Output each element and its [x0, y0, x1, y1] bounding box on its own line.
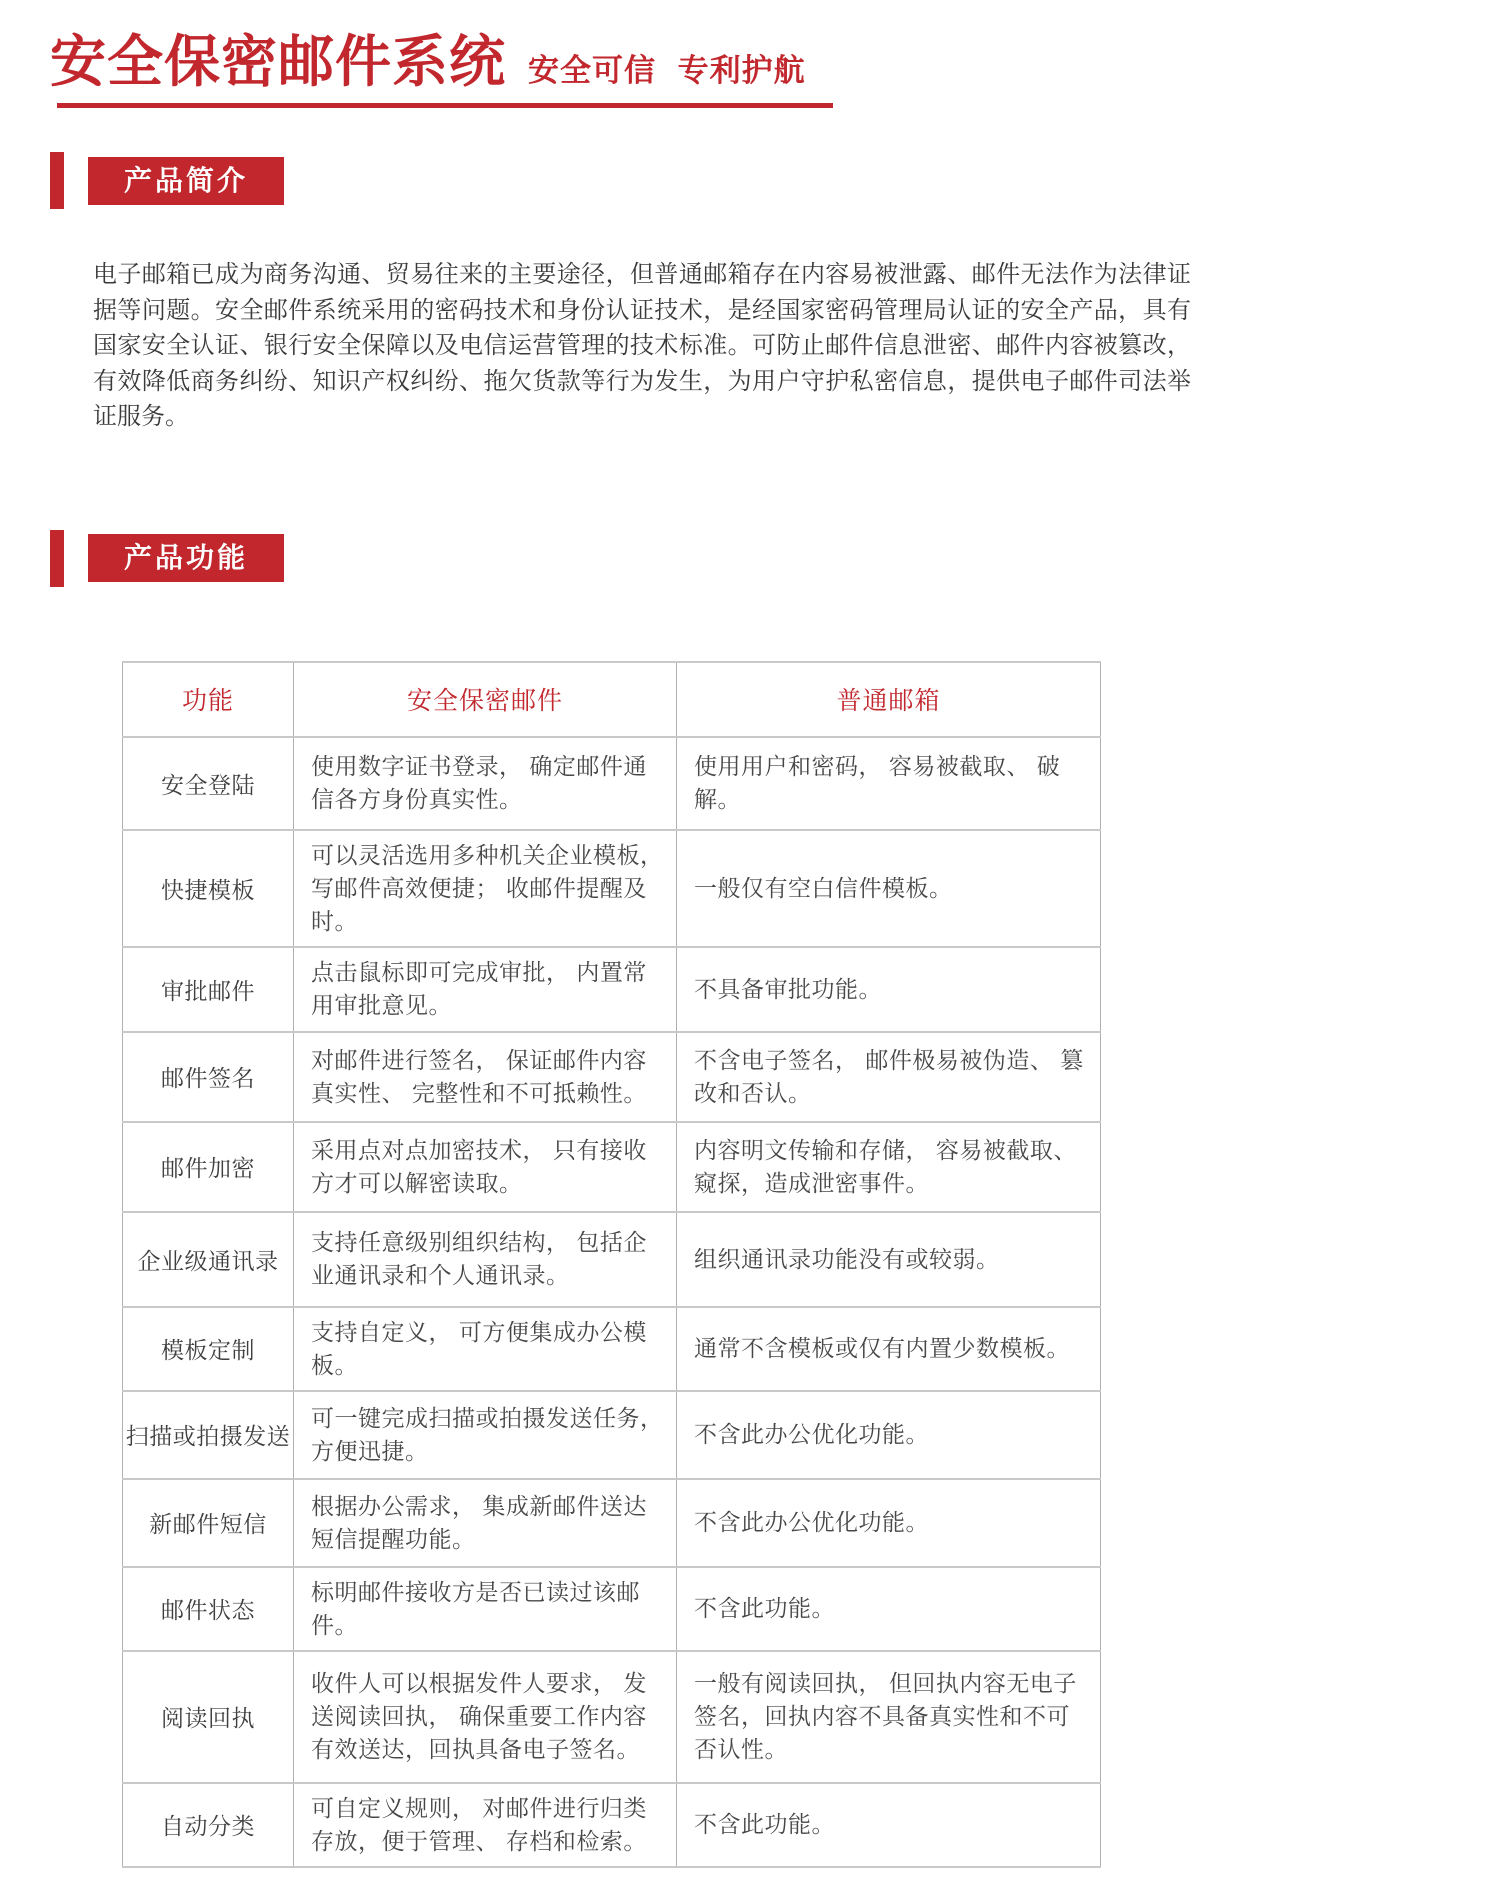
table-row	[123, 737, 1101, 830]
secure-mail-cell: 支持自定义， 可方便集成办公模板。	[294, 1307, 677, 1391]
ordinary-mail-cell: 不含此功能。	[677, 1567, 1101, 1651]
table-row	[123, 1567, 1101, 1651]
table-row	[123, 830, 1101, 947]
secure-mail-cell: 收件人可以根据发件人要求， 发送阅读回执， 确保重要工作内容有效送达，回执具备电子签名。	[294, 1651, 677, 1783]
feature-name-cell: 审批邮件	[123, 947, 294, 1032]
table-header-row	[123, 662, 1101, 737]
ordinary-mail-cell: 内容明文传输和存储， 容易被截取、 窥探，造成泄密事件。	[677, 1122, 1101, 1212]
ordinary-mail-cell: 不含此办公优化功能。	[677, 1391, 1101, 1479]
title-line	[50, 30, 1500, 94]
secure-mail-cell: 根据办公需求， 集成新邮件送达短信提醒功能。	[294, 1479, 677, 1567]
secure-mail-cell: 支持任意级别组织结构， 包括企业通讯录和个人通讯录。	[294, 1212, 677, 1307]
feature-name-cell: 阅读回执	[123, 1651, 294, 1783]
intro-paragraph: 电子邮箱已成为商务沟通、贸易往来的主要途径，但普通邮箱存在内容易被泄露、邮件无法作为法律证据等问题。安全邮件系统采用的密码技术和身份认证技术，是经国家密码管理局认证的安全产品，具有国家安全认证、银行安全保障以及电信运营管理的技术标准。可防止邮件信息泄密、邮件内容被篡改，有效降低商务纠纷、知识产权纠纷、拖欠货款等行为发生，为用户守护私密信息，提供电子邮件司法举证服务。	[93, 261, 1191, 431]
features-section	[0, 530, 1500, 1868]
feature-name-cell: 邮件状态	[123, 1567, 294, 1651]
table-row	[123, 1783, 1101, 1867]
column-header-feature: 功能	[123, 662, 294, 737]
column-header-secure-mail: 安全保密邮件	[294, 662, 677, 737]
secure-mail-cell: 使用数字证书登录， 确定邮件通信各方身份真实性。	[294, 737, 677, 830]
feature-name-cell: 模板定制	[123, 1307, 294, 1391]
feature-name-cell: 邮件签名	[123, 1032, 294, 1122]
section-accent-bar	[50, 152, 64, 209]
ordinary-mail-cell: 通常不含模板或仅有内置少数模板。	[677, 1307, 1101, 1391]
feature-name-cell: 扫描或拍摄发送	[123, 1391, 294, 1479]
ordinary-mail-cell: 不含此办公优化功能。	[677, 1479, 1101, 1567]
secure-mail-cell: 采用点对点加密技术， 只有接收方才可以解密读取。	[294, 1122, 677, 1212]
intro-section-heading: 产品简介	[88, 157, 284, 205]
secure-mail-cell: 可自定义规则， 对邮件进行归类存放，便于管理、 存档和检索。	[294, 1783, 677, 1867]
table-row	[123, 1391, 1101, 1479]
feature-name-cell: 新邮件短信	[123, 1479, 294, 1567]
table-row	[123, 1479, 1101, 1567]
column-header-ordinary-mail: 普通邮箱	[677, 662, 1101, 737]
feature-name-cell: 快捷模板	[123, 830, 294, 947]
secure-mail-cell: 点击鼠标即可完成审批， 内置常用审批意见。	[294, 947, 677, 1032]
ordinary-mail-cell: 不含电子签名， 邮件极易被伪造、 篡改和否认。	[677, 1032, 1101, 1122]
page-title: 安全保密邮件系统	[50, 30, 506, 93]
feature-name-cell: 企业级通讯录	[123, 1212, 294, 1307]
features-comparison-table	[122, 661, 1101, 1868]
secure-mail-cell: 对邮件进行签名， 保证邮件内容真实性、 完整性和不可抵赖性。	[294, 1032, 677, 1122]
ordinary-mail-cell: 一般仅有空白信件模板。	[677, 830, 1101, 947]
table-row	[123, 1122, 1101, 1212]
secure-mail-cell: 标明邮件接收方是否已读过该邮件。	[294, 1567, 677, 1651]
ordinary-mail-cell: 使用用户和密码， 容易被截取、 破解。	[677, 737, 1101, 830]
masthead	[0, 0, 1500, 108]
features-section-heading: 产品功能	[88, 534, 284, 582]
intro-section-header	[0, 152, 1500, 209]
table-row	[123, 1307, 1101, 1391]
ordinary-mail-cell: 不具备审批功能。	[677, 947, 1101, 1032]
table-row	[123, 1032, 1101, 1122]
feature-name-cell: 邮件加密	[123, 1122, 294, 1212]
secure-mail-cell: 可一键完成扫描或拍摄发送任务， 方便迅捷。	[294, 1391, 677, 1479]
ordinary-mail-cell: 一般有阅读回执， 但回执内容无电子签名，回执内容不具备真实性和不可否认性。	[677, 1651, 1101, 1783]
intro-section	[0, 152, 1500, 435]
feature-name-cell: 安全登陆	[123, 737, 294, 830]
secure-mail-cell: 可以灵活选用多种机关企业模板， 写邮件高效便捷； 收邮件提醒及时。	[294, 830, 677, 947]
ordinary-mail-cell: 不含此功能。	[677, 1783, 1101, 1867]
table-row	[123, 1212, 1101, 1307]
title-underline-rule	[57, 103, 833, 108]
features-section-header	[0, 530, 1500, 587]
page-subtitle: 安全可信 专利护航	[528, 53, 806, 88]
table-row	[123, 1651, 1101, 1783]
section-accent-bar	[50, 530, 64, 587]
feature-name-cell: 自动分类	[123, 1783, 294, 1867]
table-row	[123, 947, 1101, 1032]
ordinary-mail-cell: 组织通讯录功能没有或较弱。	[677, 1212, 1101, 1307]
